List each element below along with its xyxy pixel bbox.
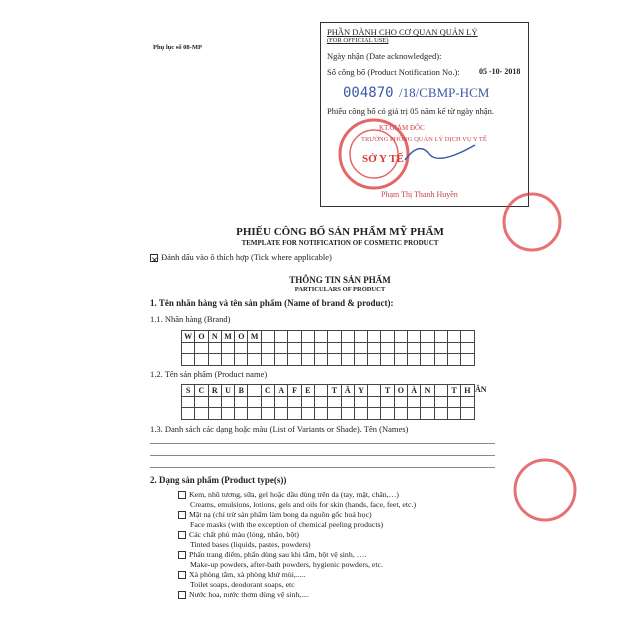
grid-cell	[248, 397, 261, 409]
grid-cell	[275, 397, 288, 409]
checkbox[interactable]	[178, 491, 186, 499]
grid-cell	[328, 331, 341, 343]
grid-cell	[342, 408, 355, 420]
grid-cell	[421, 397, 434, 409]
grid-cell	[448, 331, 461, 343]
checked-box-icon: ✕	[151, 255, 159, 266]
grid-cell	[395, 331, 408, 343]
grid-cell	[342, 397, 355, 409]
grid-cell	[262, 408, 275, 420]
grid-cell	[288, 354, 301, 366]
grid-cell	[315, 354, 328, 366]
grid-cell	[182, 408, 195, 420]
grid-cell	[355, 354, 368, 366]
grid-cell	[461, 408, 474, 420]
checkbox[interactable]	[178, 571, 186, 579]
grid-cell	[315, 343, 328, 355]
grid-cell	[368, 385, 381, 397]
grid-cell: S	[182, 385, 195, 397]
type-vi: Nước hoa, nước thơm dùng vệ sinh,....	[189, 590, 309, 599]
product-name-label: 1.2. Tên sản phẩm (Product name)	[150, 369, 268, 379]
grid-cell	[315, 385, 328, 397]
grid-cell: H	[461, 385, 474, 397]
stamp-text: SỞ Y TẾ	[362, 153, 404, 165]
grid-cell	[209, 354, 222, 366]
grid-cell	[248, 343, 261, 355]
sign-title-1: KT.GIÁM ĐỐC	[379, 124, 425, 132]
product-type-option[interactable]	[178, 590, 416, 600]
grid-cell: M	[222, 331, 235, 343]
grid-cell	[461, 354, 474, 366]
product-type-option[interactable]	[178, 570, 416, 590]
page-title-en: TEMPLATE FOR NOTIFICATION OF COSMETIC PRODUCT	[241, 239, 439, 247]
grid-cell	[355, 331, 368, 343]
grid-cell	[448, 408, 461, 420]
grid-cell	[355, 397, 368, 409]
grid-cell	[368, 397, 381, 409]
grid-cell	[368, 354, 381, 366]
grid-cell	[381, 354, 394, 366]
grid-cell: C	[262, 385, 275, 397]
grid-cell	[355, 408, 368, 420]
grid-cell	[315, 331, 328, 343]
grid-cell	[421, 408, 434, 420]
grid-cell	[328, 354, 341, 366]
grid-cell	[288, 408, 301, 420]
grid-cell	[421, 354, 434, 366]
grid-cell	[195, 354, 208, 366]
type-vi: Các chất phủ màu (lỏng, nhão, bột)	[189, 530, 299, 539]
grid-cell	[448, 354, 461, 366]
grid-cell	[195, 408, 208, 420]
grid-cell	[381, 397, 394, 409]
grid-cell	[209, 343, 222, 355]
grid-cell	[209, 408, 222, 420]
grid-cell	[408, 331, 421, 343]
tick-note	[150, 252, 332, 266]
blank-line	[150, 455, 495, 456]
section-2: 2. Dạng sản phẩm (Product type(s))	[150, 475, 287, 485]
grid-cell: O	[235, 331, 248, 343]
grid-cell: N	[209, 331, 222, 343]
page-title: PHIẾU CÔNG BỐ SẢN PHẨM MỸ PHẨM	[236, 226, 444, 238]
grid-cell	[342, 331, 355, 343]
grid-cell	[262, 354, 275, 366]
grid-cell	[248, 354, 261, 366]
type-en: Creams, emulsions, lotions, gels and oils for skin (hands, face, feet, etc.)	[190, 500, 417, 509]
grid-cell	[435, 397, 448, 409]
grid-cell	[315, 408, 328, 420]
grid-cell	[182, 354, 195, 366]
section-1: 1. Tên nhãn hàng và tên sản phẩm (Name of brand & product):	[150, 298, 394, 308]
grid-cell	[381, 331, 394, 343]
type-vi: Kem, nhũ tương, sữa, gel hoặc dầu dùng trên da (tay, mặt, chân,…)	[189, 490, 399, 499]
type-en: Toilet soaps, deodorant soaps, etc	[190, 580, 295, 589]
grid-cell: Y	[355, 385, 368, 397]
date-label: Ngày nhận (Date acknowledged):	[327, 51, 442, 61]
grid-cell	[448, 343, 461, 355]
grid-cell	[302, 408, 315, 420]
grid-cell	[195, 343, 208, 355]
type-vi: Xà phòng tắm, xà phòng khử mùi,.....	[189, 570, 306, 579]
type-vi: Mặt nạ (chỉ trừ sản phẩm làm bong da nguồn gốc hoá học)	[189, 510, 372, 519]
grid-cell	[275, 331, 288, 343]
blank-line	[150, 467, 495, 468]
grid-cell	[342, 343, 355, 355]
grid-cell	[421, 343, 434, 355]
grid-cell	[461, 343, 474, 355]
grid-cell: B	[235, 385, 248, 397]
grid-cell	[435, 354, 448, 366]
product-type-option[interactable]	[178, 530, 416, 550]
grid-cell	[235, 343, 248, 355]
grid-cell	[248, 385, 261, 397]
annex-label: Phụ lục số 08-MP	[153, 44, 202, 51]
grid-cell	[435, 343, 448, 355]
grid-cell: A	[275, 385, 288, 397]
grid-cell: F	[288, 385, 301, 397]
official-title: PHẦN DÀNH CHO CƠ QUAN QUẢN LÝ	[327, 27, 478, 37]
grid-cell	[302, 397, 315, 409]
product-type-list	[178, 490, 416, 600]
grid-cell: O	[195, 331, 208, 343]
grid-cell	[448, 397, 461, 409]
grid-cell	[235, 397, 248, 409]
blank-line	[150, 443, 495, 444]
grid-cell	[435, 331, 448, 343]
grid-cell	[195, 397, 208, 409]
section-title-en: PARTICULARS OF PRODUCT	[294, 286, 386, 293]
grid-cell	[395, 343, 408, 355]
grid-cell	[275, 354, 288, 366]
grid-cell	[262, 343, 275, 355]
product-name-overflow: ÂN	[475, 385, 487, 394]
grid-cell	[421, 331, 434, 343]
grid-cell	[222, 354, 235, 366]
type-vi: Phấn trang điểm, phấn dùng sau khi tắm, bột vệ sinh, ….	[189, 550, 367, 559]
grid-cell	[288, 331, 301, 343]
grid-cell: N	[421, 385, 434, 397]
grid-cell	[395, 408, 408, 420]
notification-suffix: /18/CBMP-HCM	[399, 85, 490, 100]
grid-cell	[182, 343, 195, 355]
grid-cell: W	[182, 331, 195, 343]
checkbox[interactable]	[178, 551, 186, 559]
type-en: Tinted bases (liquids, pastes, powders)	[190, 540, 311, 549]
grid-cell	[275, 343, 288, 355]
grid-cell	[408, 343, 421, 355]
product-type-option[interactable]	[178, 490, 416, 510]
grid-cell: Â	[342, 385, 355, 397]
grid-cell	[262, 397, 275, 409]
grid-cell	[302, 354, 315, 366]
official-subtitle: (FOR OFFICIAL USE)	[327, 37, 389, 44]
grid-cell	[328, 343, 341, 355]
variants-label: 1.3. Danh sách các dạng hoặc màu (List of Variants or Shade). Tên (Names)	[150, 424, 409, 434]
grid-cell	[408, 408, 421, 420]
grid-cell	[381, 343, 394, 355]
section-title: THÔNG TIN SẢN PHẨM	[289, 275, 391, 285]
product-name-grid	[181, 384, 475, 420]
grid-cell: E	[302, 385, 315, 397]
grid-cell	[302, 331, 315, 343]
grid-cell	[408, 397, 421, 409]
grid-cell	[302, 343, 315, 355]
type-en: Make-up powders, after-bath powders, hygienic powders, etc.	[190, 560, 383, 569]
grid-cell	[342, 354, 355, 366]
grid-cell	[461, 331, 474, 343]
grid-cell: M	[248, 331, 261, 343]
grid-cell	[435, 408, 448, 420]
grid-cell	[408, 354, 421, 366]
grid-cell	[275, 408, 288, 420]
grid-cell	[395, 397, 408, 409]
grid-cell	[328, 397, 341, 409]
signer-name: Phạm Thị Thanh Huyền	[381, 190, 458, 199]
product-type-option[interactable]	[178, 550, 416, 570]
grid-cell	[315, 397, 328, 409]
edge-seal-2	[515, 460, 575, 520]
brand-label: 1.1. Nhãn hàng (Brand)	[150, 314, 231, 324]
checkbox[interactable]	[178, 531, 186, 539]
grid-cell	[355, 343, 368, 355]
validity-note: Phiếu công bố có giá trị 05 năm kể từ ngày nhận.	[327, 106, 495, 116]
grid-cell	[209, 397, 222, 409]
grid-cell	[262, 331, 275, 343]
grid-cell	[288, 397, 301, 409]
notification-number: 004870	[343, 85, 394, 101]
official-use-box	[320, 22, 529, 207]
grid-cell	[288, 343, 301, 355]
sign-title-2: TRƯỞNG PHÒNG QUẢN LÝ DỊCH VỤ Y TẾ	[361, 136, 487, 143]
grid-cell	[222, 397, 235, 409]
grid-cell: T	[381, 385, 394, 397]
grid-cell: O	[395, 385, 408, 397]
grid-cell	[222, 408, 235, 420]
grid-cell	[381, 408, 394, 420]
checkbox[interactable]	[178, 511, 186, 519]
grid-cell	[235, 354, 248, 366]
grid-cell	[368, 408, 381, 420]
grid-cell	[235, 408, 248, 420]
date-stamp: 05 -10- 2018	[479, 67, 521, 76]
grid-cell	[461, 397, 474, 409]
grid-cell: T	[448, 385, 461, 397]
brand-grid	[181, 330, 475, 366]
grid-cell: U	[222, 385, 235, 397]
type-en: Face masks (with the exception of chemical peeling products)	[190, 520, 384, 529]
grid-cell	[248, 408, 261, 420]
grid-cell	[395, 354, 408, 366]
grid-cell	[368, 343, 381, 355]
grid-cell: À	[408, 385, 421, 397]
product-type-option[interactable]	[178, 510, 416, 530]
grid-cell: C	[195, 385, 208, 397]
checkbox[interactable]	[178, 591, 186, 599]
grid-cell	[328, 408, 341, 420]
grid-cell: R	[209, 385, 222, 397]
tick-note-text: Đánh dấu vào ô thích hợp (Tick where applicable)	[161, 252, 332, 262]
grid-cell: T	[328, 385, 341, 397]
grid-cell	[182, 397, 195, 409]
grid-cell	[222, 343, 235, 355]
grid-cell	[368, 331, 381, 343]
number-label: Số công bố (Product Notification No.):	[327, 67, 460, 77]
grid-cell	[435, 385, 448, 397]
